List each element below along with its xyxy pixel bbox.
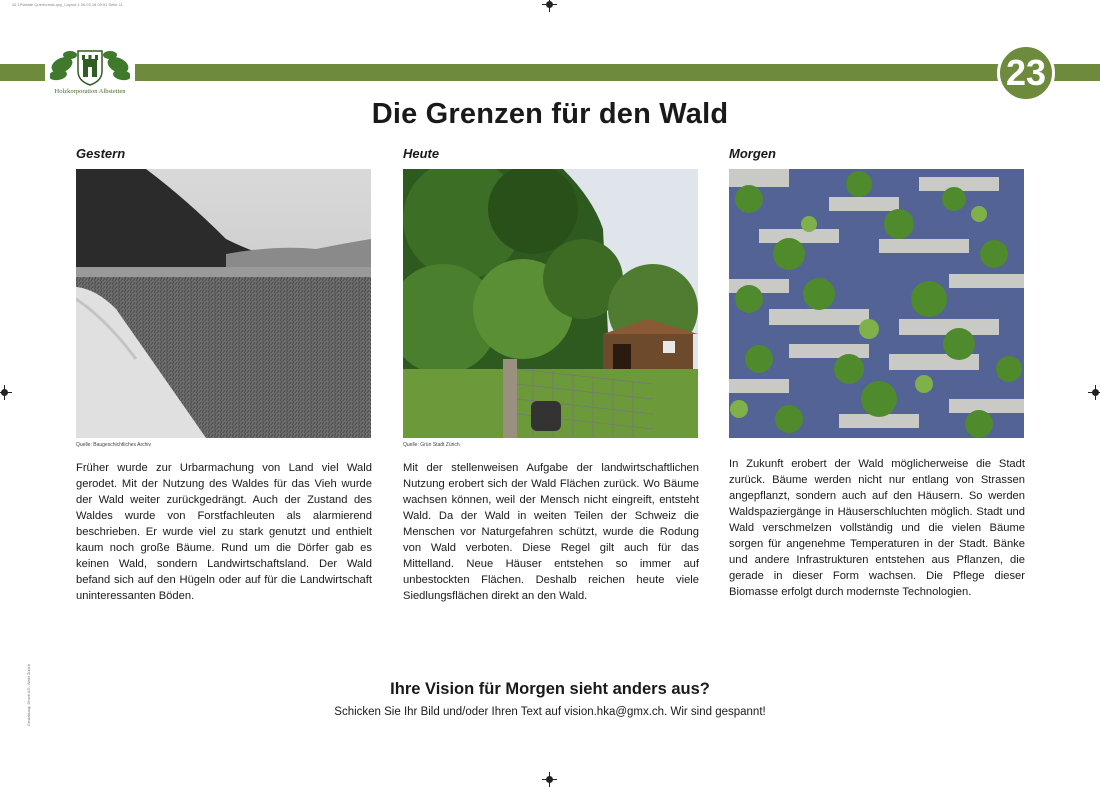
photo-gestern (76, 169, 371, 438)
column-heading: Heute (403, 146, 440, 161)
logo-text: Holzkorporation Albstetten (54, 88, 126, 95)
print-meta: 26 1Plakate Querformat.qxp_Layout 1 26.03.18 09:51 Seite 11 (12, 2, 123, 7)
crop-mark-top (546, 1, 553, 8)
crop-mark-bottom (546, 776, 553, 783)
header-bar (0, 64, 1100, 81)
column-heading: Morgen (729, 146, 776, 161)
photo-morgen (729, 169, 1024, 438)
column-text: Mit der stellenweisen Aufgabe der landwirtschaftlichen Nutzung erobert sich der Wald Flächen zurück. Wo Bäume wachsen können, weil der Mensch nicht eingreift, entsteht Wald. Da der Wald in weiten Teilen der Schweiz die Menschen vor Naturgefahren schützt, wurde die Rodung von Wald verboten. Diese Regel gilt auch für das Mittelland. Neue Häuser entstehen so immer auf unbestockten Flächen. Deshalb reichen heute viele Siedlungsflächen direkt an den Wald. (403, 462, 699, 602)
column-heading: Gestern (76, 146, 126, 161)
photo-heute (403, 169, 698, 438)
cta-heading: Ihre Vision für Morgen sieht anders aus? (390, 680, 710, 698)
page-number-badge: 23 (997, 44, 1055, 102)
logo-icon (50, 45, 130, 87)
column-gestern (76, 147, 372, 604)
cta-text: Schicken Sie Ihr Bild und/oder Ihren Text auf vision.hka@gmx.ch. Wir sind gespannt! (334, 706, 766, 718)
column-heute (403, 147, 699, 604)
side-note: Gestaltung: Druck AG, Wald Zürich (26, 664, 31, 727)
column-text: Früher wurde zur Urbarmachung von Land viel Wald gerodet. Mit der Nutzung des Waldes für das Vieh wurde der Wald weiter zurückgedrängt. Auch der Zustand des Waldes wurde von Forstfachleuten als alarmierend beschrieben. Er wurde viel zu stark genutzt und enthielt kaum noch große Bäume. Rund um die Dörfer gab es keinen Wald, sondern Landwirtschaftsland. Der Wald befand sich auf den Hügeln oder auf für die Landwirtschaft uninteressanten Böden. (76, 462, 372, 602)
column-morgen (729, 147, 1025, 600)
crop-mark-left (1, 389, 8, 396)
column-text: In Zukunft erobert der Wald möglicherweise die Stadt zurück. Bäume werden nicht nur entlang von Strassen angepflanzt, sondern auch auf den Häusern. So werden Waldspaziergänge in Häuserschluchten möglich. Stadt und Wald verschmelzen vollständig und die vielen Bäume sorgen für angenehme Temperaturen in der Stadt. Bänke und andere Infrastrukturen entstehen aus Pflanzen, die gerade in dieser Form wachsen. Die Pflege dieser Biomasse erfolgt durch modernste Technologien. (729, 458, 1025, 598)
page-title: Die Grenzen für den Wald (371, 98, 729, 130)
photo-source: Quelle: Baugeschichtliches Archiv (76, 442, 152, 448)
photo-source: Quelle: Grün Stadt Zürich (403, 442, 460, 448)
crop-mark-right (1092, 389, 1099, 396)
